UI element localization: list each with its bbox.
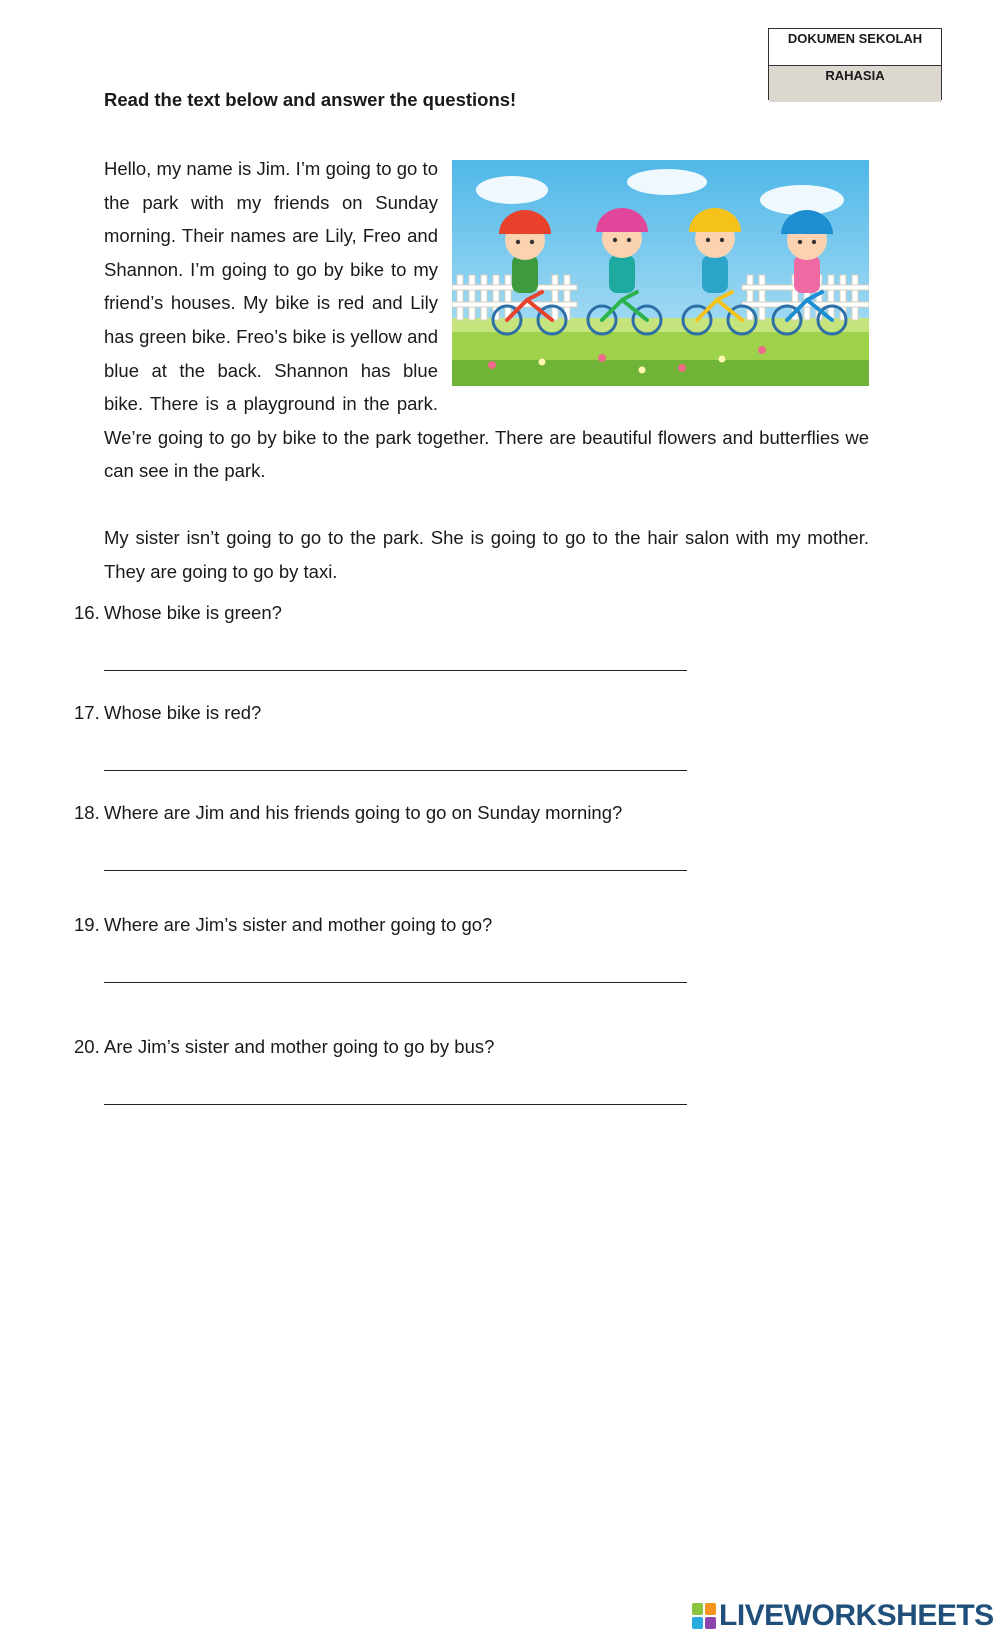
reading-passage [104, 152, 869, 588]
liveworksheets-brand-text: LIVEWORKSHEETS [719, 1599, 994, 1632]
liveworksheets-logo [692, 1598, 994, 1634]
question-16 [74, 602, 282, 624]
answer-line-16[interactable] [104, 670, 687, 671]
question-17 [74, 702, 261, 724]
question-number: 17. [74, 702, 100, 723]
question-20 [74, 1036, 494, 1058]
kids-riding-bikes-illustration [452, 160, 869, 386]
question-text: Whose bike is green? [104, 602, 282, 623]
passage-paragraph-2: My sister isn’t going to go to the park. She is going to go to the hair salon with my mother. They are going to go by taxi. [104, 526, 869, 582]
question-text: Where are Jim’s sister and mother going to go? [104, 914, 493, 935]
question-number: 19. [74, 914, 100, 935]
answer-line-17[interactable] [104, 770, 687, 771]
stamp-line-2: RAHASIA [769, 66, 941, 102]
question-text: Whose bike is red? [104, 702, 262, 723]
question-number: 16. [74, 602, 100, 623]
question-number: 20. [74, 1036, 100, 1057]
answer-line-18[interactable] [104, 870, 687, 871]
stamp-line-1: DOKUMEN SEKOLAH [769, 29, 941, 66]
question-18 [74, 802, 622, 824]
question-19 [74, 914, 492, 936]
document-classification-stamp [768, 28, 942, 100]
answer-line-19[interactable] [104, 982, 687, 983]
question-number: 18. [74, 802, 100, 823]
question-text: Where are Jim and his friends going to go on Sunday morning? [104, 802, 623, 823]
passage-paragraph-1: Hello, my name is Jim. I’m going to go to the park with my friends on Sunday morning. Their names are Lily, Freo and Shannon. I’m going to go by bike to my friend’s houses. My bike is red and Lily has green bike. Freo’s bike is yellow and blue at the back. Shannon has blue bike. There is a playground in the park. We’re going to go by bike to the park together. There are beautiful flowers and butterflies we can see in the park. [104, 158, 869, 482]
liveworksheets-logo-icon [692, 1603, 716, 1629]
instruction-heading: Read the text below and answer the questions! [104, 89, 517, 110]
question-text: Are Jim’s sister and mother going to go by bus? [104, 1036, 495, 1057]
answer-line-20[interactable] [104, 1104, 687, 1105]
